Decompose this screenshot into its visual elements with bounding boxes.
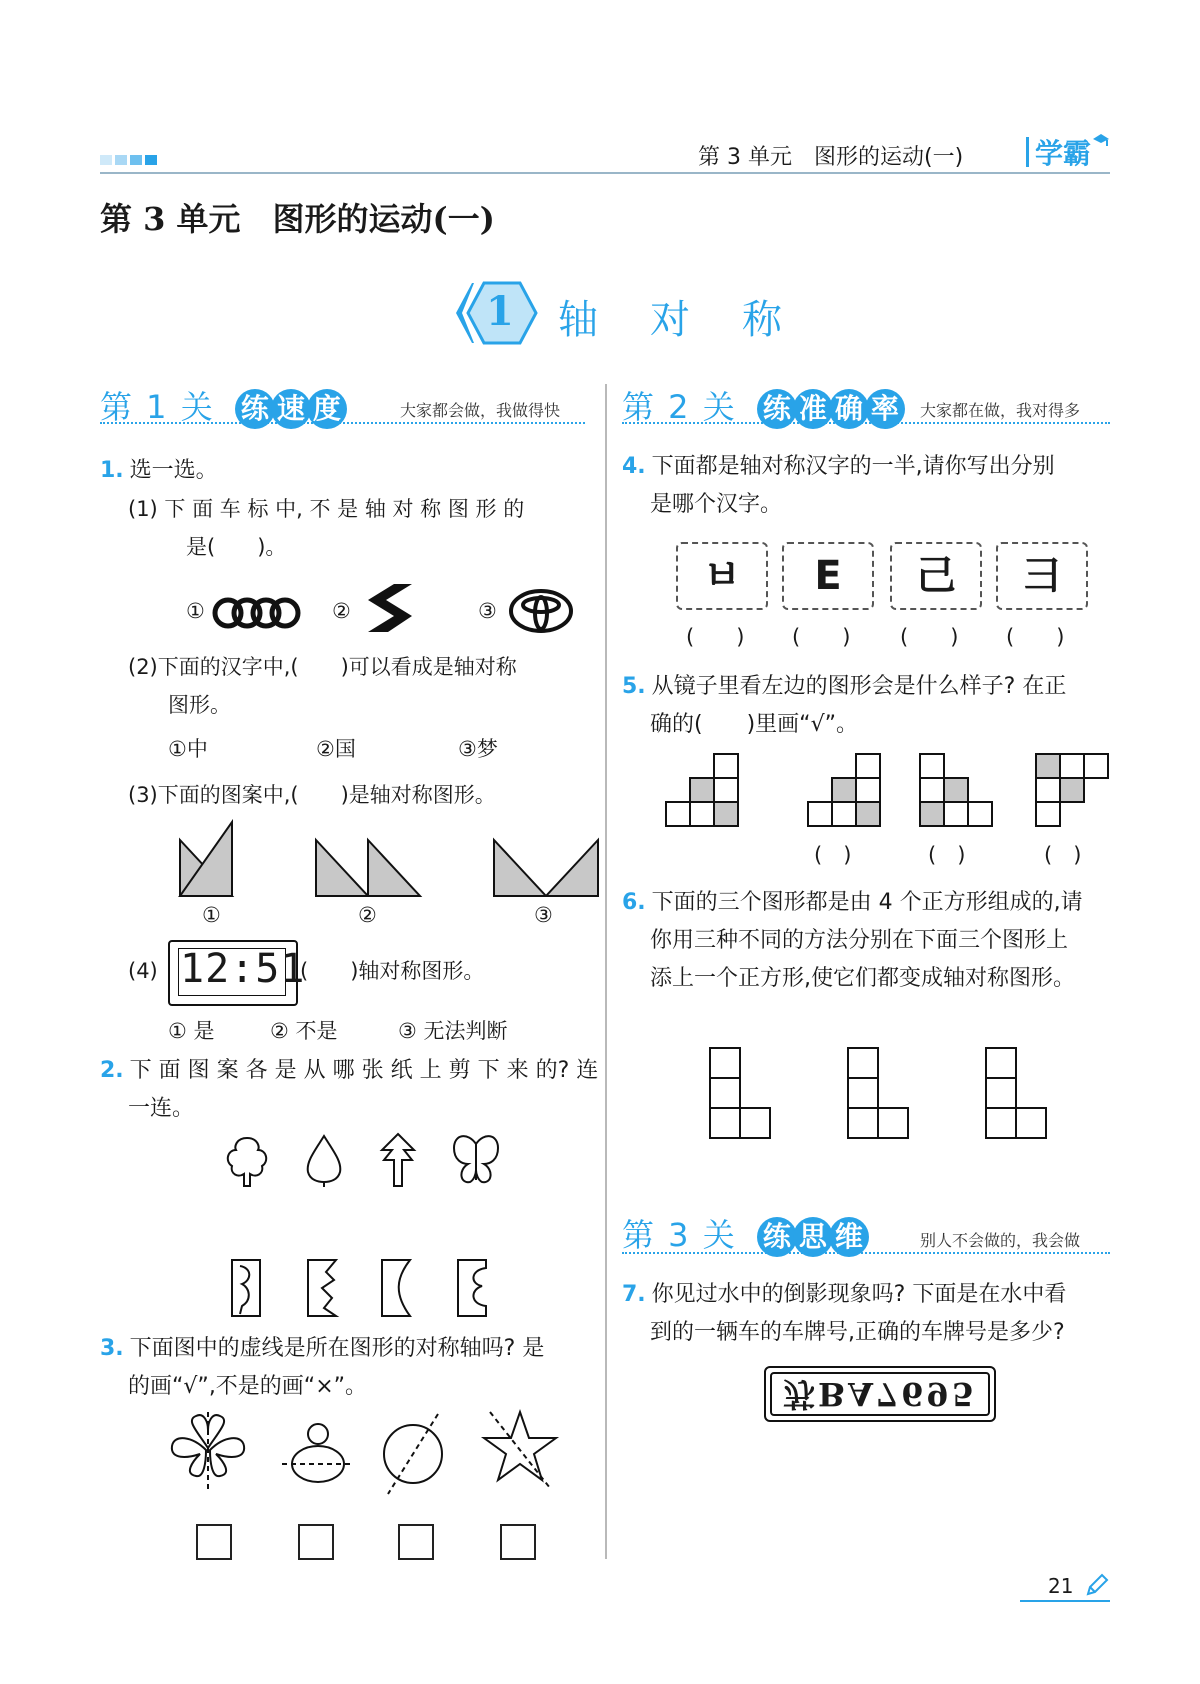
l-shape-3	[984, 1046, 1048, 1142]
q1-title: 1. 选一选。	[100, 458, 218, 483]
brand-logo: 学霸	[1026, 132, 1110, 172]
header-rule	[100, 172, 1110, 174]
q1-part2: (2)下面的汉字中,( )可以看成是轴对称	[128, 655, 517, 679]
toyota-logo	[508, 588, 574, 634]
stage1-char: 练	[235, 389, 275, 429]
stage1-prefix: 第 1 关	[100, 388, 215, 426]
q4-blank[interactable]: ( )	[1006, 625, 1065, 649]
lesson-title: 轴 对 称	[558, 297, 788, 343]
paper-cut-1	[230, 1258, 264, 1320]
logo-option-1-label: ①	[186, 599, 205, 623]
stage2-char: 确	[829, 389, 869, 429]
staircase-original	[664, 752, 740, 828]
pattern-3-label: ③	[534, 903, 553, 927]
stage2-header	[622, 382, 1112, 424]
logo-option-2-label: ②	[332, 599, 351, 623]
half-char-box-3: 己	[890, 542, 982, 610]
paper-cut-3	[380, 1258, 414, 1320]
stage1-slogan: 大家都会做，我做得快	[400, 401, 561, 420]
paper-cut-4	[456, 1258, 490, 1320]
q3-title-cont: 的画“√”,不是的画“×”。	[128, 1374, 368, 1399]
q4-blank[interactable]: ( )	[792, 625, 851, 649]
digital-clock	[168, 940, 306, 1006]
q1-part3: (3)下面的图案中,( )是轴对称图形。	[128, 783, 496, 807]
q5-title: 5. 从镜子里看左边的图形会是什么样子? 在正	[622, 674, 1067, 699]
butterfly-shape	[448, 1130, 504, 1188]
half-char-box-2: E	[782, 542, 874, 610]
clover-shape	[166, 1410, 250, 1494]
q5-blank[interactable]: ( )	[1044, 843, 1082, 867]
suzuki-logo	[364, 582, 416, 638]
star-shape	[480, 1406, 560, 1490]
answer-box-3[interactable]	[398, 1524, 434, 1560]
q4-title-cont: 是哪个汉字。	[650, 492, 783, 517]
q1-part4-option: ① 是	[168, 1019, 215, 1043]
gourd-shape	[280, 1420, 356, 1488]
q4-title: 4. 下面都是轴对称汉字的一半,请你写出分别	[622, 454, 1055, 479]
stage1-char: 速	[271, 389, 311, 429]
tree-shape	[222, 1134, 272, 1188]
circle-shape	[376, 1410, 450, 1496]
running-title: 第 3 单元 图形的运动(一)	[698, 145, 964, 170]
answer-box-4[interactable]	[500, 1524, 536, 1560]
q6-title: 6. 下面的三个图形都是由 4 个正方形组成的,请	[622, 890, 1083, 915]
pattern-1	[176, 818, 246, 900]
q4-blank[interactable]: ( )	[686, 625, 745, 649]
stage1-char: 度	[307, 389, 347, 429]
stage3-char: 思	[793, 1217, 833, 1257]
l-shape-1	[708, 1046, 772, 1142]
q2-title: 2. 下 面 图 案 各 是 从 哪 张 纸 上 剪 下 来 的? 连	[100, 1058, 599, 1083]
stage1-dashline	[100, 422, 585, 424]
q6-title-cont: 你用三种不同的方法分别在下面三个图形上	[650, 928, 1069, 953]
q5-blank[interactable]: ( )	[814, 843, 852, 867]
stage3-prefix: 第 3 关	[622, 1216, 737, 1254]
pattern-1-label: ①	[202, 903, 221, 927]
q1-part2-option: ②国	[316, 737, 356, 761]
arrow-tree-shape	[378, 1130, 418, 1190]
unit-title: 第 3 单元 图形的运动(一)	[100, 200, 495, 238]
q7-title: 7. 你见过水中的倒影现象吗? 下面是在水中看	[622, 1282, 1067, 1307]
logo-option-3-label: ③	[478, 599, 497, 623]
answer-box-2[interactable]	[298, 1524, 334, 1560]
stage3-char: 维	[829, 1217, 869, 1257]
q1-part2-option: ①中	[168, 737, 208, 761]
stage1-header	[100, 382, 590, 424]
q1-part2-cont: 图形。	[168, 693, 231, 717]
staircase-option-1	[806, 752, 882, 828]
paper-cut-2	[306, 1258, 340, 1320]
pattern-3	[490, 836, 602, 900]
stage3-slogan: 别人不会做的，我会做	[920, 1231, 1081, 1250]
header-decoration	[100, 150, 157, 169]
staircase-option-2	[918, 752, 994, 828]
stage3-char: 练	[757, 1217, 797, 1257]
stage2-char: 练	[757, 389, 797, 429]
l-shape-2	[846, 1046, 910, 1142]
lesson-number: 1	[486, 288, 514, 335]
q1-part4-option: ③ 无法判断	[398, 1019, 508, 1043]
graduation-cap-icon	[1092, 132, 1110, 150]
q1-part2-option: ③梦	[458, 737, 498, 761]
q4-blank[interactable]: ( )	[900, 625, 959, 649]
q7-title-cont: 到的一辆车的车牌号,正确的车牌号是多少?	[650, 1320, 1065, 1345]
clock-digits: 12:51	[180, 946, 306, 992]
leaf-shape	[302, 1132, 346, 1188]
pattern-2	[312, 836, 424, 900]
stage3-header	[622, 1210, 1112, 1252]
column-divider	[605, 384, 607, 1559]
stage2-prefix: 第 2 关	[622, 388, 737, 426]
q5-title-cont: 确的( )里画“√”。	[650, 712, 858, 737]
staircase-option-3	[1034, 752, 1110, 828]
q3-title: 3. 下面图中的虚线是所在图形的对称轴吗? 是	[100, 1336, 545, 1361]
q5-blank[interactable]: ( )	[928, 843, 966, 867]
q1-part1-blank: 是( )。	[186, 535, 287, 559]
stage3-dashline	[622, 1252, 1110, 1254]
page-number: 21	[1048, 1574, 1074, 1598]
q1-part4: ( )轴对称图形。	[300, 959, 485, 983]
q1-part4-option: ② 不是	[270, 1019, 338, 1043]
stage2-dashline	[622, 422, 1110, 424]
answer-box-1[interactable]	[196, 1524, 232, 1560]
q1-part4-prefix: (4)	[128, 959, 158, 983]
pattern-2-label: ②	[358, 903, 377, 927]
pencil-icon	[1084, 1572, 1110, 1598]
q1-part1: (1) 下 面 车 标 中, 不 是 轴 对 称 图 形 的	[128, 497, 525, 521]
footer-rule	[1020, 1600, 1110, 1602]
q6-title-cont: 添上一个正方形,使它们都变成轴对称图形。	[650, 966, 1075, 991]
q2-title-cont: 一连。	[128, 1096, 195, 1121]
half-char-box-1: ㅂ	[676, 542, 768, 610]
audi-logo	[212, 596, 302, 630]
stage2-char: 准	[793, 389, 833, 429]
plate-number: 苏BA7695	[783, 1375, 977, 1413]
stage2-slogan: 大家都在做，我对得多	[920, 401, 1081, 420]
stage2-char: 率	[865, 389, 905, 429]
half-char-box-4: 彐	[996, 542, 1088, 610]
license-plate	[764, 1366, 996, 1422]
